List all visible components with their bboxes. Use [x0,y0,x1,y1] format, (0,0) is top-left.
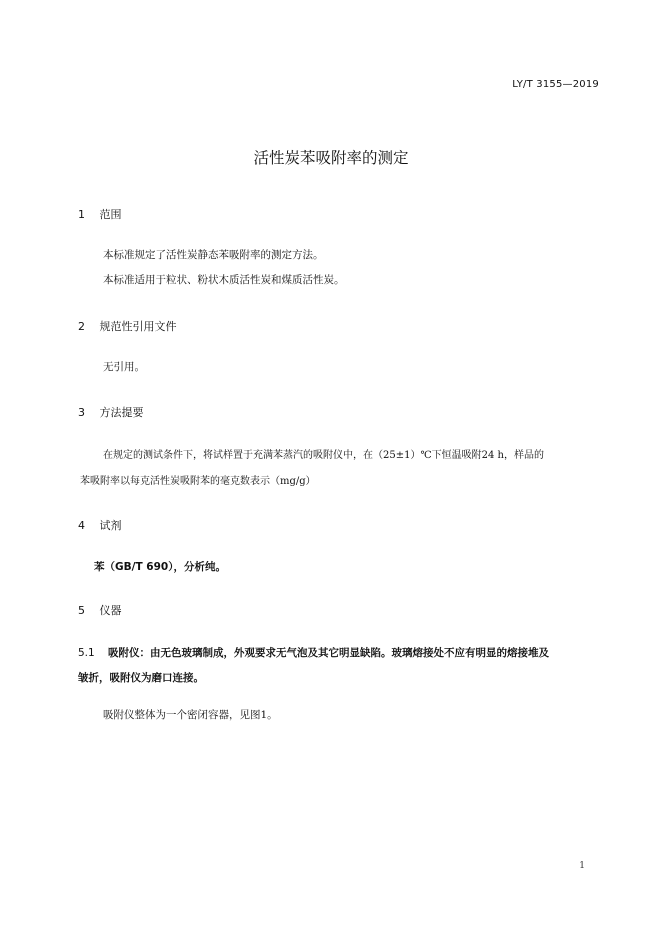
section-title: 试剂 [99,519,122,532]
subsection-5-1-line-2: 皱折，吸附仪为磨口连接。 [78,672,204,684]
page-number: 1 [579,861,585,871]
reagent-entry: 苯（GB/T 690），分析纯。 [94,561,226,573]
document-title: 活性炭苯吸附率的测定 [253,149,409,167]
section-title: 范围 [99,208,122,221]
section-number: 5 [78,604,85,617]
subsection-text: 吸附仪：由无色玻璃制成，外观要求无气泡及其它明显缺陷。玻璃熔接处不应有明显的熔接堆及 [108,647,549,659]
paragraph: 在规定的测试条件下，将试样置于充满苯蒸汽的吸附仪中，在（25±1）℃下恒温吸附24 h，样品的 [103,450,544,461]
section-number: 3 [78,406,85,419]
paragraph-continuation: 苯吸附率以每克活性炭吸附苯的毫克数表示（mg/g） [80,476,316,487]
paragraph: 本标准适用于粒状、粉状木质活性炭和煤质活性炭。 [103,274,345,286]
section-number: 2 [78,320,85,333]
subsection-5-1-line-1 [78,645,549,660]
section-number: 1 [78,208,85,221]
section-heading-reagents [78,517,122,533]
section-heading-scope [78,206,122,222]
paragraph: 本标准规定了活性炭静态苯吸附率的测定方法。 [103,249,324,261]
section-title: 规范性引用文件 [99,320,177,333]
standard-code: LY/T 3155—2019 [512,79,599,90]
section-title: 仪器 [99,604,122,617]
section-heading-method-summary [78,404,144,420]
paragraph: 吸附仪整体为一个密闭容器，见图1。 [103,709,278,721]
paragraph: 无引用。 [103,361,145,373]
subsection-number: 5.1 [78,647,95,659]
section-title: 方法提要 [99,406,144,419]
section-heading-normative-references [78,318,177,334]
section-number: 4 [78,519,85,532]
section-heading-apparatus [78,602,122,618]
